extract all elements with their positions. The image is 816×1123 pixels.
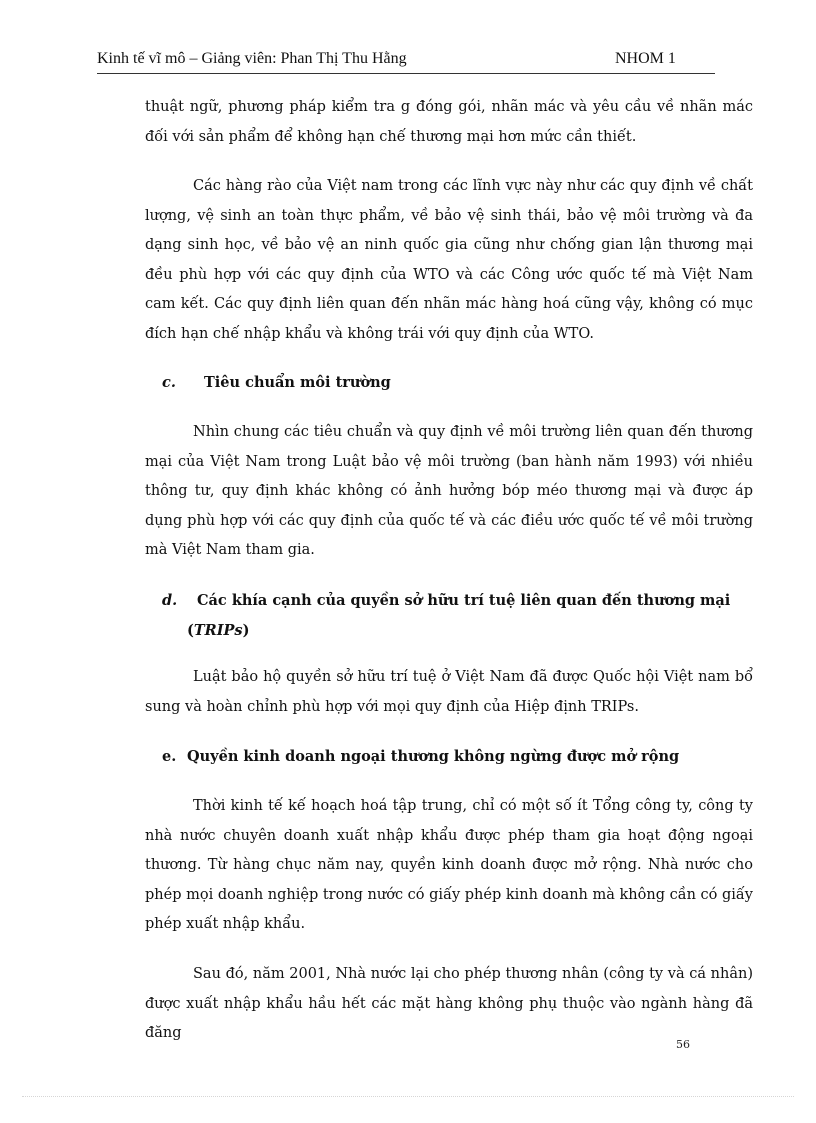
section-title-d: Các khía cạnh của quyền sở hữu trí tuệ liên quan đến thương mại [197,592,731,609]
section-marker-d: d. [162,592,178,609]
section-marker-e: e. [162,748,177,765]
section-title-d-open-paren: ( [187,622,194,639]
header-group-name: NHOM 1 [615,50,676,67]
section-title-c: Tiêu chuẩn môi trường [204,374,391,391]
page-bottom-divider [22,1096,794,1097]
paragraph-packaging-labels: thuật ngữ, phương pháp kiểm tra g đóng gói, nhãn mác và yêu cầu về nhãn mác đối với sản phẩm để không hạn chế thương mại hơn mức cần thiết. [145,99,753,145]
section-heading-d [162,586,754,616]
section-heading-d-continuation [187,616,249,646]
section-title-d-close-paren: ) [242,622,250,639]
paragraph-trading-rights: Thời kinh tế kế hoạch hoá tập trung, chỉ có một số ít Tổng công ty, công ty nhà nước chuyên doanh xuất nhập khẩu được phép tham gia hoạt động ngoại thương. Từ hàng chục năm nay, quyền kinh doanh được mở rộng. Nhà nước cho phép mọi doanh nghiệp trong nước có giấy phép kinh doanh mà không cần có giấy phép xuất nhập khẩu. [145,798,753,932]
paragraph-2001-reform: Sau đó, năm 2001, Nhà nước lại cho phép thương nhân (công ty và cá nhân) được xuất nhập khẩu hầu hết các mặt hàng không phụ thuộc vào ngành hàng đã đăng [145,966,753,1041]
paragraph-vietnam-barriers: Các hàng rào của Việt nam trong các lĩnh vực này như các quy định về chất lượng, vệ sinh an toàn thực phẩm, về bảo vệ sinh thái, bảo vệ môi trường và đa dạng sinh học, về bảo vệ an ninh quốc gia cũng như chống gian lận thương mại đều phù hợp với các quy định của WTO và các Công ước quốc tế mà Việt Nam cam kết. Các quy định liên quan đến nhãn mác hàng hoá cũng vậy, không có mục đích hạn chế nhập khẩu và không trái với quy định của WTO. [145,178,753,342]
section-title-d-abbreviation: TRIPs [193,622,243,639]
header-course-title: Kinh tế vĩ mô – Giảng viên: Phan Thị Thu Hằng [97,50,407,67]
section-heading-c [162,368,391,398]
section-marker-c: c. [162,374,176,391]
section-title-e: Quyền kinh doanh ngoại thương không ngừng được mở rộng [187,748,680,765]
page-number: 56 [676,1038,690,1051]
page-header [97,49,715,73]
header-divider [97,73,715,74]
paragraph-ip-law: Luật bảo hộ quyền sở hữu trí tuệ ở Việt Nam đã được Quốc hội Việt nam bổ sung và hoàn chỉnh phù hợp với mọi quy định của Hiệp định TRIPs. [145,669,753,715]
section-heading-e [162,742,679,772]
paragraph-environment-standards: Nhìn chung các tiêu chuẩn và quy định về môi trường liên quan đến thương mại của Việt Nam trong Luật bảo vệ môi trường (ban hành năm 1993) với nhiều thông tư, quy định khác không có ảnh hưởng bóp méo thương mại và được áp dụng phù hợp với các quy định của quốc tế và các điều ước quốc tế về môi trường mà Việt Nam tham gia. [145,424,753,558]
